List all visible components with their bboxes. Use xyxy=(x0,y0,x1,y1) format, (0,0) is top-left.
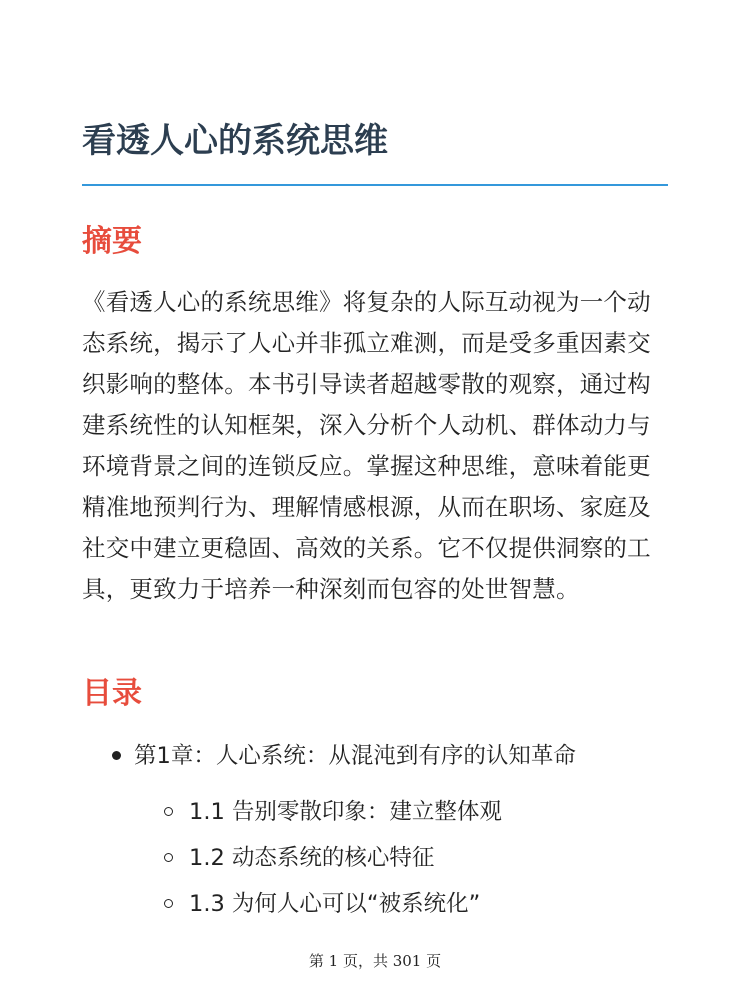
toc-section-1-2[interactable]: 1.2 动态系统的核心特征 xyxy=(189,845,435,871)
abstract-text: 《看透人心的系统思维》将复杂的人际互动视为一个动态系统，揭示了人心并非孤立难测，而是受多重因素交织影响的整体。本书引导读者超越零散的观察，通过构建系统性的认知框架，深入分析个人动机、群体动力与环境背景之间的连锁反应。掌握这种思维，意味着能更精准地预判行为、理解情感根源，从而在职场、家庭及社交中建立更稳固、高效的关系。它不仅提供洞察的工具，更致力于培养一种深刻而包容的处世智慧。 xyxy=(82,288,651,603)
toc-section-1-3[interactable]: 1.3 为何人心可以“被系统化” xyxy=(189,891,481,917)
circle-bullet-icon xyxy=(164,853,173,862)
page-footer: 第 1 页，共 301 页 xyxy=(308,952,442,970)
toc-heading: 目录 xyxy=(82,676,142,711)
toc-section-1-1[interactable]: 1.1 告别零散印象：建立整体观 xyxy=(189,799,502,825)
circle-bullet-icon xyxy=(164,899,173,908)
document-title: 看透人心的系统思维 xyxy=(82,121,388,161)
summary-heading: 摘要 xyxy=(82,224,142,259)
bullet-icon xyxy=(112,751,121,760)
toc-chapter-1[interactable]: 第1章：人心系统：从混沌到有序的认知革命 xyxy=(134,743,576,769)
circle-bullet-icon xyxy=(164,807,173,816)
title-divider xyxy=(82,184,668,186)
